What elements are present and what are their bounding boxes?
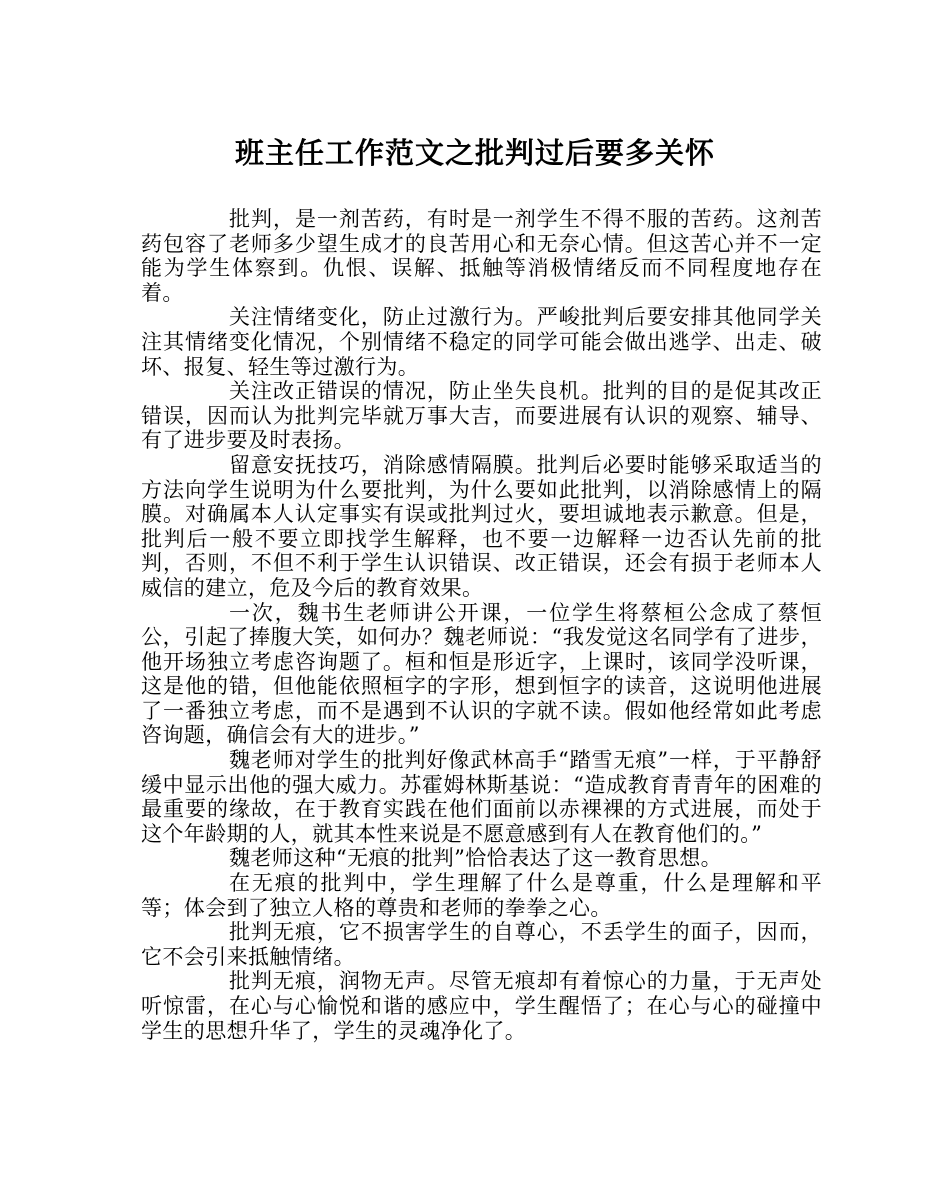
paragraph: 批判无痕，润物无声。尽管无痕却有着惊心的力量，于无声处听惊雷，在心与心愉悦和谐的感应中，学生醒悟了；在心与心的碰撞中学生的思想升华了，学生的灵魂净化了。 — [141, 969, 822, 1043]
paragraph: 在无痕的批判中，学生理解了什么是尊重，什么是理解和平等；体会到了独立人格的尊贵和老师的拳拳之心。 — [141, 871, 822, 920]
paragraph: 关注改正错误的情况，防止坐失良机。批判的目的是促其改正错误，因而认为批判完毕就万事大吉，而要进展有认识的观察、辅导、有了进步要及时表扬。 — [141, 379, 822, 453]
paragraph: 一次，魏书生老师讲公开课，一位学生将蔡桓公念成了蔡恒公，引起了捧腹大笑，如何办？魏老师说：“我发觉这名同学有了进步，他开场独立考虑咨询题了。桓和恒是形近字，上课时，该同学没听课，这是他的错，但他能依照桓字的字形，想到恒字的读音，这说明他进展了一番独立考虑，而不是遇到不认识的字就不读。假如他经常如此考虑咨询题，确信会有大的进步。” — [141, 600, 822, 748]
paragraph: 魏老师这种“无痕的批判”恰恰表达了这一教育思想。 — [229, 846, 723, 871]
document-title: 班主任工作范文之批判过后要多关怀 — [234, 136, 715, 170]
paragraph: 留意安抚技巧，消除感情隔膜。批判后必要时能够采取适当的方法向学生说明为什么要批判，为什么要如此批判，以消除感情上的隔膜。对确属本人认定事实有误或批判过火，要坦诚地表示歉意。但是，批判后一般不要立即找学生解释，也不要一边解释一边否认先前的批判，否则，不但不利于学生认识错误、改正错误，还会有损于老师本人威信的建立，危及今后的教育效果。 — [141, 452, 822, 600]
paragraph: 关注情绪变化，防止过激行为。严峻批判后要安排其他同学关注其情绪变化情况，个别情绪不稳定的同学可能会做出逃学、出走、破坏、报复、轻生等过激行为。 — [141, 305, 822, 379]
document-body — [141, 207, 822, 1043]
paragraph: 批判，是一剂苦药，有时是一剂学生不得不服的苦药。这剂苦药包容了老师多少望生成才的良苦用心和无奈心情。但这苦心并不一定能为学生体察到。仇恨、误解、抵触等消极情绪反而不同程度地存在着。 — [141, 207, 822, 305]
paragraph: 批判无痕，它不损害学生的自尊心，不丢学生的面子，因而，它不会引来抵触情绪。 — [141, 920, 822, 969]
paragraph: 魏老师对学生的批判好像武林高手“踏雪无痕”一样，于平静舒缓中显示出他的强大威力。苏霍姆林斯基说：“造成教育青青年的困难的最重要的缘故，在于教育实践在他们面前以赤裸裸的方式进展，而处于这个年龄期的人，就其本性来说是不愿意感到有人在教育他们的。” — [141, 748, 822, 846]
